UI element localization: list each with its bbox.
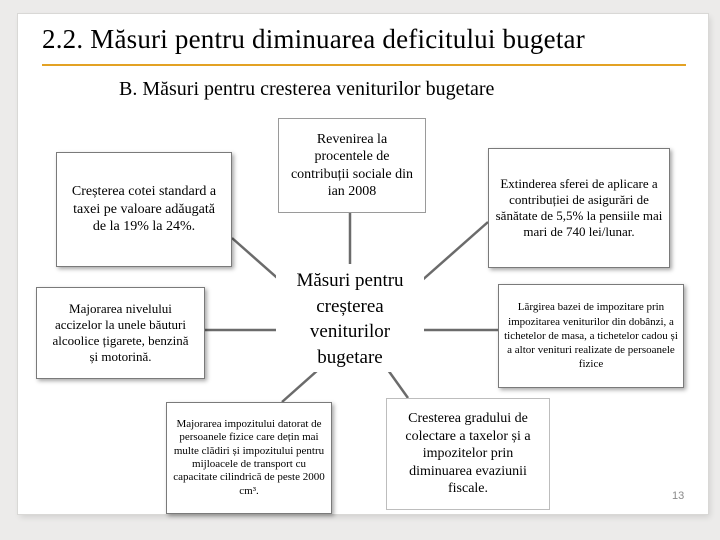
measure-excise-duties-text: Majorarea nivelului accizelor la unele băuturi alcoolice țigarete, benzină și motorină. [52, 300, 189, 365]
central-topic: Măsuri pentru creșterea veniturilor bugetare [296, 270, 404, 368]
measure-social-contributions [278, 118, 426, 213]
measure-tax-collection-text: Cresterea gradului de colectare a taxelor și a impozitelor prin diminuarea evaziunii fiscale. [405, 411, 531, 497]
connector-bottom-right [388, 370, 408, 398]
measure-vat-rate-text: Creșterea cotei standard a taxei pe valoare adăugată de la 19% la 24%. [71, 184, 217, 235]
connector-bottom-left [282, 370, 318, 402]
measure-income-tax-base [498, 284, 684, 388]
measure-vat-rate [56, 152, 232, 267]
measure-income-tax-base-text: Lărgirea bazei de impozitare prin impozitarea veniturilor din dobânzi, a tichetelor de masa, a tichetelor cadou și a altor venituri realizate de persoanele fizice [504, 301, 678, 371]
slide-subtitle: B. Măsuri pentru cresterea veniturilor bugetare [119, 78, 495, 100]
page-number: 13 [672, 490, 685, 502]
measure-excise-duties [36, 287, 205, 379]
measure-tax-collection [386, 398, 550, 510]
measure-health-insurance-text: Extinderea sferei de aplicare a contribuției de asigurări de sănătate de 5,5% la pensiile mai mari de 740 lei/lunar. [495, 175, 663, 240]
slide-title: 2.2. Măsuri pentru diminuarea deficitului bugetar [42, 24, 585, 54]
measure-health-insurance [488, 148, 670, 268]
measure-social-contributions-text: Revenirea la procentele de contribuții sociale din ian 2008 [290, 131, 414, 199]
measure-property-tax-text: Majorarea impozitului datorat de persoanele fizice care dețin mai multe clădiri și impozitului pentru mijloacele de transport cu capacitate cilindrică de peste 2000 cm³. [173, 417, 325, 497]
measure-property-tax [166, 402, 332, 514]
